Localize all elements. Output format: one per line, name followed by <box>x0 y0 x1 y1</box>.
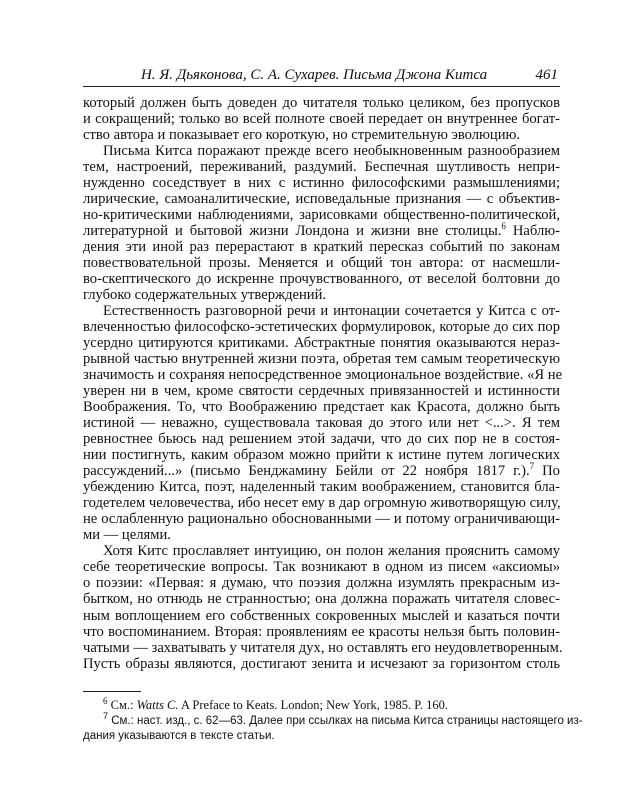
text-line <box>83 495 560 511</box>
text-line <box>83 383 560 399</box>
footnote-ref: 7 <box>529 461 535 472</box>
line-text: во-скептического до искренне прочувствованного, от веселой болтовни до <box>83 271 560 288</box>
line-text: нужденно соседствует в них с истинно философскими размышлениями; <box>83 175 560 192</box>
text-line <box>83 527 560 543</box>
text-line <box>83 223 560 239</box>
page-number: 461 <box>535 67 558 83</box>
line-text: рывной частью внутренней жизни поэта, обретая тем самым теоретическую <box>83 351 560 368</box>
line-text: истиной — неважно, существовала таковая до этого или нет <...>. Я тем <box>83 415 560 432</box>
text-line <box>83 143 560 159</box>
line-text: убеждению Китса, поэт, наделенный таким воображением, становится бла- <box>83 479 560 496</box>
line-text: и сокращений; только во всей полноте своей передает он внутреннее богат- <box>83 111 560 128</box>
footnote-6 <box>83 695 560 714</box>
footnote-mark: 7 <box>103 710 109 721</box>
line-text: тем, настроений, переживаний, раздумий. Беспечная шутливость непри- <box>83 159 560 176</box>
line-text: уверен ни в чем, кроме святости сердечных привязанностей и истинности <box>83 383 560 400</box>
text-line <box>83 511 560 527</box>
footnote-text: См.: наст. изд., с. 62—63. Далее при ссылках на письма Китса страницы настоящего из- <box>111 714 583 727</box>
text-line <box>83 559 560 575</box>
text-line <box>83 239 560 255</box>
text-line <box>83 319 560 335</box>
text-line <box>83 207 560 223</box>
line-text: себе теоретические вопросы. Так возникают в одном из писем «аксиомы» <box>83 559 560 576</box>
footnote-prefix: См.: <box>110 698 137 712</box>
text-line <box>83 591 560 607</box>
text-line <box>83 303 560 319</box>
text-line <box>83 111 560 127</box>
text-line <box>83 175 560 191</box>
line-text: По <box>534 463 560 480</box>
line-text: который должен быть доведен до читателя только целиком, без пропусков <box>83 95 560 111</box>
text-line <box>83 431 560 447</box>
footnote-author: Watts C. <box>136 698 179 712</box>
line-text: дения эти иной раз перерастают в краткий пересказ событий по законам <box>83 239 560 256</box>
footnote-text: A Preface to Keats. London; New York, 1985. P. 160. <box>178 698 448 712</box>
text-line <box>83 415 560 431</box>
text-line <box>83 608 560 624</box>
footnote-ref: 6 <box>501 221 506 232</box>
footnote-7-cont: дания указываются в тексте статьи. <box>83 730 275 742</box>
text-line <box>83 95 560 111</box>
text-line <box>83 543 560 559</box>
line-text: Естественность разговорной речи и интонации сочетается у Китса с от- <box>103 303 560 320</box>
line-text: ным воплощением его собственных сокровенных мыслей и казаться почти <box>83 607 560 624</box>
text-line <box>83 159 560 175</box>
running-header <box>83 64 560 87</box>
text-line <box>83 656 560 672</box>
line-text: влеченностью философско-эстетических формулировок, которые до сих пор <box>83 319 560 336</box>
body-text <box>83 95 563 672</box>
text-line <box>83 191 560 207</box>
line-text: бытком, но отнюдь не странностью; она должна поражать читателя словес- <box>83 591 560 608</box>
line-text: Пусть образы являются, достигают зенита и исчезают за горизонтом столь <box>83 655 560 672</box>
line-text: литературной и бытовой жизни Лондона и жизни вне столицы. <box>83 223 502 240</box>
footnotes <box>83 695 583 745</box>
line-text: лирические, самоаналитические, исповедальные признания — с объектив- <box>83 191 560 208</box>
line-text: чатыми — захватывать у читателя дух, но оставлять его неудовлетворенным. <box>83 639 563 656</box>
line-text: ревностнее бьюсь над решением этой задачи, что до сих пор не в состоя- <box>83 431 560 448</box>
line-text: Письма Китса поражают прежде всего необыкновенным разнообразием <box>103 143 560 160</box>
text-line <box>83 639 563 656</box>
text-line <box>83 479 560 495</box>
text-line <box>83 255 560 271</box>
footnote-mark: 6 <box>103 695 108 706</box>
line-text: повествовательной прозы. Меняется и общий тон автора: от насмешли- <box>83 255 560 272</box>
text-line <box>83 399 560 415</box>
running-title: Н. Я. Дьяконова, С. А. Сухарев. Письма Джона Китса <box>141 67 488 83</box>
line-text: глубоко содержательных утверждений. <box>83 287 327 304</box>
line-text: о поэзии: «Первая: я думаю, что поэзия должна изумлять прекрасным из- <box>83 575 560 592</box>
footnote-7 <box>83 710 583 730</box>
text-line <box>83 463 560 479</box>
footnote-separator <box>83 691 141 692</box>
text-line <box>83 367 563 384</box>
line-text: что воспоминанием. Вторая: проявлениям ее красоты нельзя быть половин- <box>83 623 560 640</box>
text-line <box>83 127 560 143</box>
line-text: усердно цитируются критиками. Абстрактные понятия оказываются нераз- <box>83 335 560 352</box>
text-line <box>83 287 560 303</box>
line-text: не ослабленную рационально обоснованными — и потому ограничивающи- <box>83 511 560 528</box>
line-text: ство автора и показывает его короткую, но стремительную эволюцию. <box>83 127 521 144</box>
text-line <box>83 351 560 367</box>
line-text: нии постигнуть, каким образом можно прийти к истине путем логических <box>83 447 560 464</box>
line-text: рассуждений...» (письмо Бенджамину Бейли от 22 ноября 1817 г.). <box>83 463 530 480</box>
line-text: ми — целями. <box>83 527 171 544</box>
line-text: значимость и сохраняя непосредственное эмоциональное воздействие. «Я не <box>83 367 563 384</box>
text-line <box>83 335 560 351</box>
line-text: но-критическими наблюдениями, зарисовками общественно-политической, <box>83 207 560 224</box>
text-line <box>83 624 560 640</box>
line-text: Хотя Китс прославляет интуицию, он полон желания прояснить самому <box>103 543 560 560</box>
text-line <box>83 271 560 287</box>
text-line <box>83 447 560 463</box>
text-line <box>83 575 560 591</box>
line-text: Наблю- <box>505 223 560 240</box>
line-text: Воображения. То, что Воображению предстает как Красота, должно быть <box>83 399 560 416</box>
line-text: годетелем человечества, ибо несет ему в дар огромную животворящую силу, <box>83 495 561 512</box>
